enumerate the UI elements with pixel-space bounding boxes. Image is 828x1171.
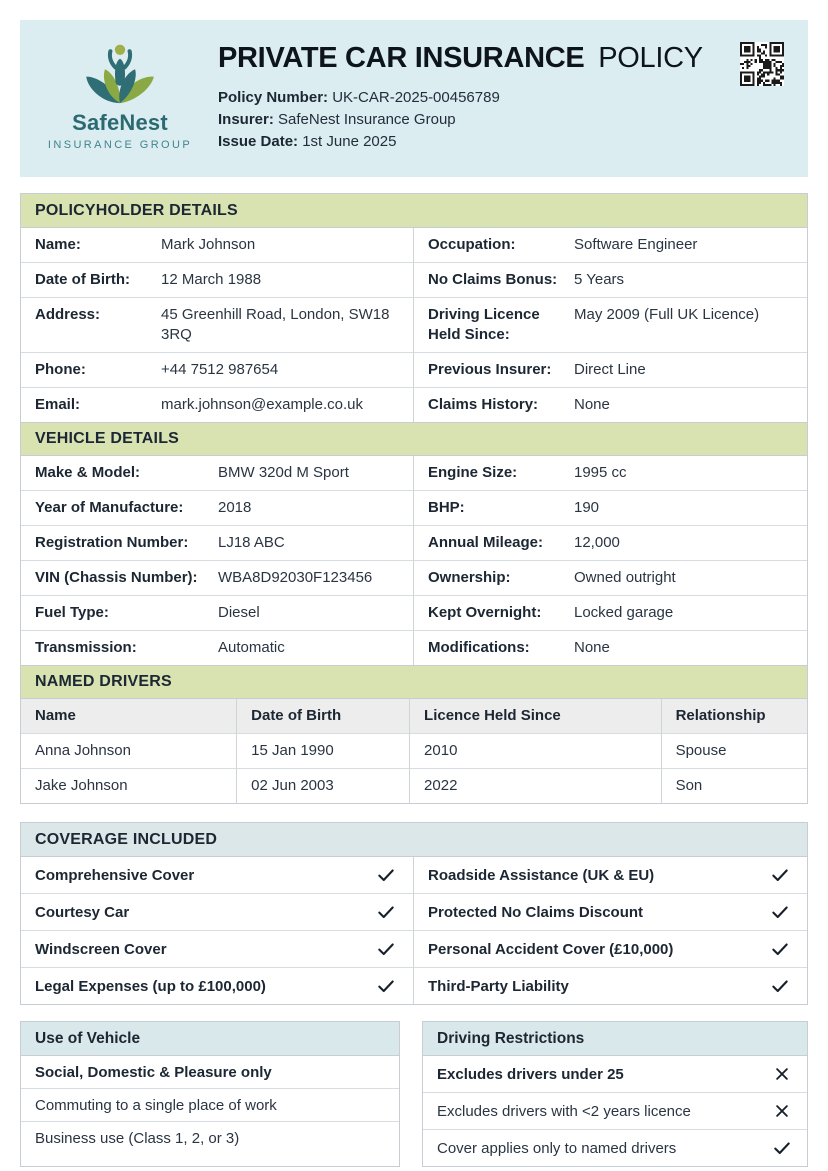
check-icon [375,938,397,960]
bottom-section [20,1021,808,1167]
table-row [21,456,807,491]
driver-name: Jake Johnson [21,769,237,803]
policy-number: Policy Number: UK-CAR-2025-00456789 [218,89,500,106]
issue-date-line: Issue Date: 1st June 2025 [218,133,397,150]
field-label: Driving Licence Held Since: [428,306,540,343]
field-value: LJ18 ABC [218,534,285,551]
field-label: Email: [35,396,81,413]
check-icon [375,901,397,923]
use-of-vehicle-box [20,1021,400,1167]
company-logo [44,36,196,151]
title-block [196,36,740,153]
coverage-section-header: COVERAGE INCLUDED [21,823,807,857]
field-value: None [574,639,610,656]
cross-icon [771,1063,793,1085]
driving-restrictions-box [422,1021,808,1167]
field-value: Software Engineer [574,236,698,253]
coverage-item-label: Comprehensive Cover [35,866,195,884]
field-label: Year of Manufacture: [35,499,184,516]
field-value: 12 March 1988 [161,271,262,288]
field-label: Ownership: [428,569,511,586]
coverage-item-label: Legal Expenses (up to £100,000) [35,977,266,995]
check-icon [771,1137,793,1159]
list-item: Social, Domestic & Pleasure only [21,1056,399,1089]
table-row [21,931,807,968]
check-icon [769,938,791,960]
field-label: Name: [35,236,81,253]
table-row [21,857,807,894]
field-value: Automatic [218,639,285,656]
driver-name: Anna Johnson [21,734,237,769]
table-row [21,894,807,931]
field-label: Date of Birth: [35,271,130,288]
table-row [21,561,807,596]
field-label: BHP: [428,499,465,516]
vehicle-table [21,456,807,665]
field-label: Engine Size: [428,464,518,481]
list-item: Excludes drivers with <2 years licence [423,1093,807,1130]
field-value: Owned outright [574,569,676,586]
policyholder-table [21,228,807,422]
field-value: 5 Years [574,271,625,288]
column-header: Licence Held Since [410,699,662,734]
field-value: 190 [574,499,600,516]
policyholder-section-header: POLICYHOLDER DETAILS [21,194,807,228]
field-label: Annual Mileage: [428,534,544,551]
field-label: Modifications: [428,639,530,656]
policy-meta [218,87,740,153]
check-icon [769,975,791,997]
field-value: 45 Greenhill Road, London, SW18 3RQ [161,306,390,343]
field-label: Registration Number: [35,534,189,551]
field-label: Occupation: [428,236,516,253]
title-suffix: POLICY [598,42,703,74]
driver-dob: 02 Jun 2003 [237,769,410,803]
coverage-item-label: Protected No Claims Discount [428,903,644,921]
field-value: Mark Johnson [161,236,256,253]
field-label: Phone: [35,361,86,378]
table-row [21,526,807,561]
coverage-block [20,822,808,1005]
coverage-item-label: Third-Party Liability [428,977,569,995]
vehicle-section-header: VEHICLE DETAILS [21,422,807,456]
use-of-vehicle-header: Use of Vehicle [21,1022,399,1056]
field-value: 2018 [218,499,252,516]
coverage-item-label: Courtesy Car [35,903,130,921]
driver-licence: 2022 [410,769,662,803]
coverage-item-label: Windscreen Cover [35,940,167,958]
driver-dob: 15 Jan 1990 [237,734,410,769]
named-drivers-section-header: NAMED DRIVERS [21,665,807,699]
page-title [218,42,740,75]
field-label: Transmission: [35,639,137,656]
field-value: None [574,396,610,413]
column-header: Date of Birth [237,699,410,734]
logo-company-name: SafeNest [72,110,168,135]
field-value: BMW 320d M Sport [218,464,349,481]
list-item: Business use (Class 1, 2, or 3) [35,1130,240,1147]
driver-relationship: Spouse [662,734,807,769]
field-value: WBA8D92030F123456 [218,569,373,586]
table-row [21,596,807,631]
field-label: Make & Model: [35,464,141,481]
field-value: mark.johnson@example.co.uk [161,396,363,413]
column-header: Relationship [662,699,807,734]
field-label: Claims History: [428,396,539,413]
check-icon [769,864,791,886]
field-label: Previous Insurer: [428,361,552,378]
field-value: May 2009 (Full UK Licence) [574,306,760,323]
field-label: Address: [35,306,101,323]
list-item: Commuting to a single place of work [21,1089,399,1122]
table-row [21,263,807,298]
table-row [21,388,807,422]
list-item: Excludes drivers under 25 [423,1056,807,1093]
safenest-emblem-icon [83,36,157,108]
check-icon [375,975,397,997]
table-row [21,968,807,1004]
table-row [21,631,807,665]
table-row [21,353,807,388]
driver-relationship: Son [675,777,703,794]
named-drivers-table [21,699,807,803]
field-value: Direct Line [574,361,646,378]
column-header: Name [21,699,237,734]
field-value: 12,000 [574,534,620,551]
coverage-item-label: Personal Accident Cover (£10,000) [428,940,674,958]
document-header [20,20,808,177]
field-label: VIN (Chassis Number): [35,569,198,586]
driver-licence: 2010 [410,734,662,769]
table-row [21,298,807,353]
field-value: +44 7512 987654 [161,361,279,378]
insurer-line: Insurer: SafeNest Insurance Group [218,111,456,128]
field-value: Locked garage [574,604,674,621]
qr-code-icon [740,36,786,91]
check-icon [375,864,397,886]
check-icon [769,901,791,923]
title-main: PRIVATE CAR INSURANCE [218,42,585,74]
field-label: Kept Overnight: [428,604,542,621]
table-row [21,491,807,526]
field-value: Diesel [218,604,260,621]
list-item: Cover applies only to named drivers [423,1130,807,1166]
table-row [21,228,807,263]
coverage-item-label: Roadside Assistance (UK & EU) [428,866,655,884]
cross-icon [771,1100,793,1122]
details-block [20,193,808,804]
field-label: Fuel Type: [35,604,109,621]
field-value: 1995 cc [574,464,627,481]
driving-restrictions-header: Driving Restrictions [423,1022,807,1056]
logo-subtitle: INSURANCE GROUP [47,139,193,151]
field-label: No Claims Bonus: [428,271,558,288]
